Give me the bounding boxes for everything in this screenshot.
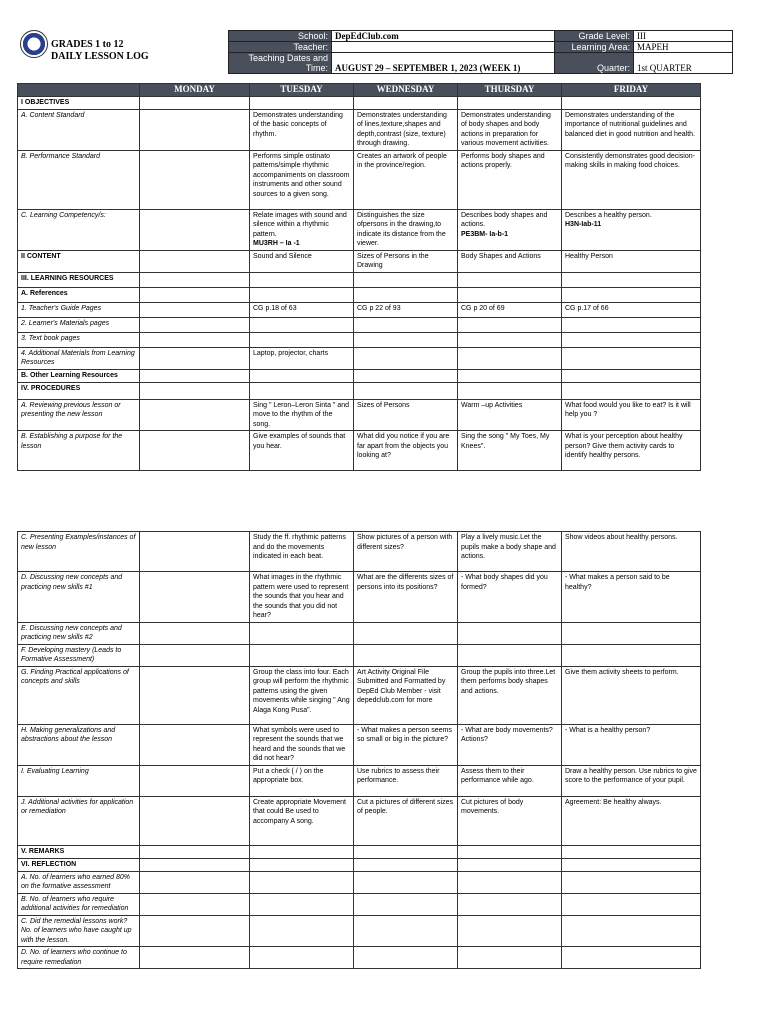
cell-text: - What makes a person said to be healthy? <box>565 574 670 591</box>
table-row <box>18 724 701 765</box>
table-row <box>18 622 701 644</box>
table-cell <box>250 96 354 109</box>
table-cell <box>250 893 354 915</box>
table-cell <box>562 399 701 431</box>
day-header-monday: MONDAY <box>140 84 250 97</box>
table-cell <box>140 893 250 915</box>
table-cell <box>354 622 458 644</box>
cell-text: Sizes of Persons <box>357 401 410 409</box>
cell-text: Create appropriate Movement that could Be used to accompany A song. <box>253 798 346 825</box>
area-value: MAPEH <box>634 42 733 53</box>
area-label: Learning Area: <box>555 42 634 53</box>
lesson-table-page2 <box>17 531 701 969</box>
table-cell <box>562 871 701 893</box>
cell-text: Sound and Silence <box>253 252 312 260</box>
table-row <box>18 871 701 893</box>
cell-text: CG p.17 of 66 <box>565 304 609 312</box>
cell-text: Give them activity sheets to perform. <box>565 668 679 676</box>
table-cell <box>250 765 354 796</box>
table-row <box>18 250 701 272</box>
table-cell <box>354 209 458 250</box>
table-cell <box>250 572 354 623</box>
cell-text: Group the class into four. Each group will perform the rhythmic patterns using the given movements while singing " Ang Alaga Kong Pusa". <box>253 668 350 714</box>
table-cell <box>458 302 562 317</box>
table-cell <box>562 209 701 250</box>
table-row <box>18 347 701 369</box>
table-cell <box>458 382 562 399</box>
table-cell <box>562 532 701 572</box>
cell-text: Give examples of sounds that you hear. <box>253 433 346 450</box>
table-row <box>18 209 701 250</box>
table-cell <box>140 272 250 287</box>
cell-text: Consistently demonstrates good decision-making skills in making food choices. <box>565 152 695 169</box>
cell-text: Laptop, projector, charts <box>253 349 329 357</box>
cell-text: What did you notice if you are far apart from the objects you looking at? <box>357 433 450 459</box>
table-cell <box>562 915 701 947</box>
row-label: D. Discussing new concepts and practicing new skills #1 <box>18 572 140 623</box>
table-row <box>18 287 701 302</box>
table-cell <box>140 109 250 150</box>
table-cell <box>458 796 562 845</box>
cell-text: Play a lively music.Let the pupils make a body shape and actions. <box>461 534 556 560</box>
table-cell <box>562 302 701 317</box>
cell-text: Performs simple ostinato patterns/simple rhythmic accompaniments on classroom instruments and other sound sources to a given song. <box>253 152 350 198</box>
table-cell <box>562 858 701 871</box>
table-cell <box>354 871 458 893</box>
table-cell <box>562 250 701 272</box>
table-cell <box>250 947 354 969</box>
row-label: A. References <box>18 287 140 302</box>
table-cell <box>562 644 701 666</box>
table-cell <box>140 399 250 431</box>
row-label: J. Additional activities for application or remediation <box>18 796 140 845</box>
cell-text: Show videos about healthy persons. <box>565 534 678 541</box>
table-cell <box>250 250 354 272</box>
table-cell <box>562 96 701 109</box>
table-cell <box>354 399 458 431</box>
table-cell <box>140 858 250 871</box>
table-cell <box>140 250 250 272</box>
cell-text: What are the differents sizes of persons into its positions? <box>357 574 454 591</box>
table-cell <box>354 845 458 858</box>
day-header-friday: FRIDAY <box>562 84 701 97</box>
table-row <box>18 150 701 209</box>
day-header-row <box>18 84 701 97</box>
table-cell <box>458 622 562 644</box>
table-cell <box>458 109 562 150</box>
table-row <box>18 302 701 317</box>
table-cell <box>458 287 562 302</box>
table-row <box>18 796 701 845</box>
table-cell <box>458 572 562 623</box>
table-row <box>18 765 701 796</box>
table-cell <box>354 332 458 347</box>
cell-text: Creates an artwork of people in the province/region. <box>357 152 447 169</box>
dates-value: AUGUST 29 – SEPTEMBER 1, 2023 (WEEK 1) <box>332 53 555 74</box>
competency-code: PE3BM- Ia-b-1 <box>461 230 509 238</box>
table-cell <box>354 287 458 302</box>
row-label: A. Reviewing previous lesson or presenting the new lesson <box>18 399 140 431</box>
table-row <box>18 399 701 431</box>
table-cell <box>458 347 562 369</box>
row-label: B. Establishing a purpose for the lesson <box>18 431 140 471</box>
table-cell <box>250 532 354 572</box>
row-label: B. Other Learning Resources <box>18 369 140 382</box>
table-cell <box>562 347 701 369</box>
table-cell <box>562 150 701 209</box>
table-cell <box>250 915 354 947</box>
row-label: 4. Additional Materials from Learning Resources <box>18 347 140 369</box>
row-label: G. Finding Practical applications of concepts and skills <box>18 666 140 724</box>
table-cell <box>354 302 458 317</box>
cell-text: Sizes of Persons in the Drawing <box>357 252 429 269</box>
table-cell <box>354 109 458 150</box>
cell-text: Cut a pictures of different sizes of people. <box>357 798 453 815</box>
table-cell <box>458 871 562 893</box>
table-cell <box>354 347 458 369</box>
row-label: IV. PROCEDURES <box>18 382 140 399</box>
table-row <box>18 893 701 915</box>
table-cell <box>140 724 250 765</box>
table-cell <box>458 96 562 109</box>
table-cell <box>250 644 354 666</box>
table-row <box>18 947 701 969</box>
cell-text: Demonstrates understanding of lines,texture,shapes and depth,contrast (size, texture) through drawing. <box>357 111 447 147</box>
table-row <box>18 532 701 572</box>
cell-text: Demonstrates understanding of the importance of nutritional guidelines and balanced diet in good nutrition and health. <box>565 111 695 138</box>
table-row <box>18 858 701 871</box>
row-label: F. Developing mastery (Leads to Formative Assessment) <box>18 644 140 666</box>
teacher-label: Teacher: <box>229 42 332 53</box>
table-row <box>18 382 701 399</box>
document-title: GRADES 1 to 12 DAILY LESSON LOG <box>51 39 149 62</box>
cell-text: CG p 22 of 93 <box>357 304 401 312</box>
grade-label: Grade Level: <box>555 31 634 42</box>
table-cell <box>562 431 701 471</box>
cell-text: - What body shapes did you formed? <box>461 574 548 591</box>
table-cell <box>140 532 250 572</box>
table-cell <box>562 369 701 382</box>
cell-text: Sing " Leron–Leron Sinta " and move to the rhythm of the song. <box>253 401 350 428</box>
teacher-value <box>332 42 555 53</box>
table-cell <box>354 317 458 332</box>
cell-text: Demonstrates understanding of body shapes and body actions in preparation for various movement activities. <box>461 111 551 147</box>
cell-text: - What are body movements? Actions? <box>461 726 553 743</box>
day-header-blank <box>18 84 140 97</box>
table-cell <box>354 796 458 845</box>
table-row <box>18 915 701 947</box>
table-cell <box>562 382 701 399</box>
table-cell <box>140 302 250 317</box>
table-cell <box>140 96 250 109</box>
cell-text: Distinguishes the size ofpersons in the drawing,to indicate its distance from the viewer. <box>357 211 446 247</box>
cell-text: Assess them to their performance while ago. <box>461 767 534 784</box>
table-cell <box>562 622 701 644</box>
table-cell <box>140 332 250 347</box>
table-row <box>18 572 701 623</box>
competency-code: H3N-Iab-11 <box>565 221 602 228</box>
table-cell <box>140 845 250 858</box>
table-cell <box>140 915 250 947</box>
table-cell <box>562 947 701 969</box>
cell-text: Cut pictures of body movements. <box>461 798 524 815</box>
table-cell <box>250 332 354 347</box>
row-label: B. No. of learners who require additional activities for remediation <box>18 893 140 915</box>
cell-text: Draw a healthy person. Use rubrics to give score to the performance of your pupil. <box>565 767 697 784</box>
table-cell <box>250 796 354 845</box>
table-cell <box>140 369 250 382</box>
school-label: School: <box>229 31 332 42</box>
table-cell <box>458 317 562 332</box>
cell-text: Performs body shapes and actions properly. <box>461 152 545 169</box>
table-cell <box>354 150 458 209</box>
row-label: C. Presenting Examples/instances of new lesson <box>18 532 140 572</box>
dates-label: Teaching Dates and Time: <box>229 53 332 74</box>
table-cell <box>354 96 458 109</box>
row-label: 2. Learner's Materials pages <box>18 317 140 332</box>
cell-text: Healthy Person <box>565 252 613 260</box>
cell-text: Put a check ( / ) on the appropriate box. <box>253 767 324 784</box>
day-header-thursday: THURSDAY <box>458 84 562 97</box>
table-cell <box>458 858 562 871</box>
table-cell <box>458 399 562 431</box>
table-cell <box>562 287 701 302</box>
competency-code: MU3RH – Ia -1 <box>253 240 300 247</box>
cell-text: What symbols were used to represent the sounds that we heard and the sounds that we did not hear? <box>253 726 346 762</box>
table-cell <box>458 893 562 915</box>
row-label: B. Performance Standard <box>18 150 140 209</box>
cell-text: Group the pupils into three.Let them performs body shapes and actions. <box>461 668 556 695</box>
table-cell <box>140 287 250 302</box>
cell-text: Art Activity Original File Submitted and Formatted by DepEd Club Member - visit depedclub.com for more <box>357 668 446 704</box>
table-cell <box>458 250 562 272</box>
table-cell <box>354 369 458 382</box>
cell-text: CG p.18 of 63 <box>253 304 297 312</box>
table-cell <box>140 209 250 250</box>
table-cell <box>140 796 250 845</box>
table-cell <box>140 317 250 332</box>
row-label: A. Content Standard <box>18 109 140 150</box>
table-cell <box>354 431 458 471</box>
row-label: V. REMARKS <box>18 845 140 858</box>
table-cell <box>458 644 562 666</box>
info-table <box>228 30 733 74</box>
deped-seal-icon <box>20 30 48 58</box>
table-cell <box>458 431 562 471</box>
table-cell <box>250 209 354 250</box>
table-cell <box>354 858 458 871</box>
table-cell <box>250 347 354 369</box>
table-cell <box>250 845 354 858</box>
table-cell <box>458 765 562 796</box>
table-cell <box>354 250 458 272</box>
table-cell <box>250 302 354 317</box>
table-cell <box>250 317 354 332</box>
cell-text: Describes body shapes and actions. <box>461 211 548 228</box>
cell-text: What food would you like to eat? Is it will help you ? <box>565 401 691 418</box>
table-row <box>18 317 701 332</box>
cell-text: Body Shapes and Actions <box>461 252 541 260</box>
table-cell <box>140 644 250 666</box>
table-cell <box>458 272 562 287</box>
table-cell <box>140 431 250 471</box>
day-header-wednesday: WEDNESDAY <box>354 84 458 97</box>
row-label: C. Did the remedial lessons work? No. of learners who have caught up with the lesson. <box>18 915 140 947</box>
table-cell <box>354 947 458 969</box>
cell-text: Describes a healthy person. <box>565 211 652 219</box>
cell-text: - What makes a person seems so small or big in the picture? <box>357 726 452 743</box>
table-cell <box>562 845 701 858</box>
table-cell <box>562 317 701 332</box>
table-cell <box>354 382 458 399</box>
row-label: 3. Text book pages <box>18 332 140 347</box>
table-cell <box>250 431 354 471</box>
table-cell <box>140 622 250 644</box>
table-cell <box>458 666 562 724</box>
table-cell <box>458 947 562 969</box>
table-cell <box>140 947 250 969</box>
table-cell <box>140 150 250 209</box>
row-label: H. Making generalizations and abstractions about the lesson <box>18 724 140 765</box>
table-cell <box>140 765 250 796</box>
table-cell <box>354 666 458 724</box>
table-cell <box>250 272 354 287</box>
school-value: DepEdClub.com <box>332 31 555 42</box>
table-cell <box>458 532 562 572</box>
lesson-table-page1 <box>17 83 701 471</box>
cell-text: Demonstrates understanding of the basic concepts of rhythm. <box>253 111 343 138</box>
cell-text: Sing the song " My Toes, My Knees". <box>461 433 550 450</box>
table-row <box>18 845 701 858</box>
table-row <box>18 431 701 471</box>
table-cell <box>250 369 354 382</box>
table-cell <box>250 109 354 150</box>
table-row <box>18 96 701 109</box>
row-label: C. Learning Competency/s: <box>18 209 140 250</box>
table-cell <box>354 915 458 947</box>
table-cell <box>458 915 562 947</box>
table-cell <box>562 796 701 845</box>
table-cell <box>562 272 701 287</box>
cell-text: Study the ff. rhythmic patterns and do the movements indicated in each beat. <box>253 534 346 560</box>
table-cell <box>458 845 562 858</box>
table-cell <box>562 109 701 150</box>
cell-text: Show pictures of a person with different sizes? <box>357 534 453 551</box>
row-label: II CONTENT <box>18 250 140 272</box>
table-cell <box>354 724 458 765</box>
table-cell <box>250 399 354 431</box>
table-cell <box>458 150 562 209</box>
table-cell <box>250 724 354 765</box>
table-cell <box>562 572 701 623</box>
quarter-label: Quarter: <box>555 53 634 74</box>
row-label: D. No. of learners who continue to require remediation <box>18 947 140 969</box>
table-cell <box>458 209 562 250</box>
table-cell <box>140 666 250 724</box>
table-cell <box>458 724 562 765</box>
table-cell <box>354 893 458 915</box>
table-row <box>18 666 701 724</box>
table-cell <box>250 382 354 399</box>
table-cell <box>458 369 562 382</box>
quarter-value: 1st QUARTER <box>634 53 733 74</box>
cell-text: Use rubrics to assess their performance. <box>357 767 440 784</box>
table-cell <box>562 332 701 347</box>
table-cell <box>562 893 701 915</box>
day-header-tuesday: TUESDAY <box>250 84 354 97</box>
cell-text: CG p 20 of 69 <box>461 304 505 312</box>
row-label: E. Discussing new concepts and practicing new skills #2 <box>18 622 140 644</box>
table-cell <box>140 347 250 369</box>
table-cell <box>354 532 458 572</box>
row-label: I OBJECTIVES <box>18 96 140 109</box>
row-label: I. Evaluating Learning <box>18 765 140 796</box>
cell-text: - What is a healthy person? <box>565 726 651 734</box>
row-label: 1. Teacher's Guide Pages <box>18 302 140 317</box>
table-cell <box>354 572 458 623</box>
table-cell <box>562 724 701 765</box>
table-cell <box>354 644 458 666</box>
table-row <box>18 109 701 150</box>
table-row <box>18 369 701 382</box>
cell-text: Warm –up Activities <box>461 401 523 409</box>
table-row <box>18 272 701 287</box>
row-label: VI. REFLECTION <box>18 858 140 871</box>
row-label: A. No. of learners who earned 80% on the formative assessment <box>18 871 140 893</box>
table-cell <box>140 382 250 399</box>
table-cell <box>250 666 354 724</box>
grade-value: III <box>634 31 733 42</box>
table-cell <box>250 622 354 644</box>
table-cell <box>250 871 354 893</box>
table-row <box>18 332 701 347</box>
table-cell <box>140 572 250 623</box>
cell-text: Relate images with sound and silence within a rhythmic pattern. <box>253 211 347 238</box>
table-row <box>18 644 701 666</box>
table-cell <box>458 332 562 347</box>
table-cell <box>354 765 458 796</box>
table-cell <box>140 871 250 893</box>
table-cell <box>562 666 701 724</box>
table-cell <box>562 765 701 796</box>
cell-text: Agreement: Be healthy always. <box>565 798 662 806</box>
table-cell <box>250 858 354 871</box>
table-cell <box>250 150 354 209</box>
table-cell <box>354 272 458 287</box>
cell-text: What is your perception about healthy person? Give them activity cards to identify healthy persons. <box>565 433 683 459</box>
cell-text: What images in the rhythmic pattern were used to represent the sounds that you hear and the sounds that you did not hear? <box>253 574 349 619</box>
table-cell <box>250 287 354 302</box>
row-label: III. LEARNING RESOURCES <box>18 272 140 287</box>
